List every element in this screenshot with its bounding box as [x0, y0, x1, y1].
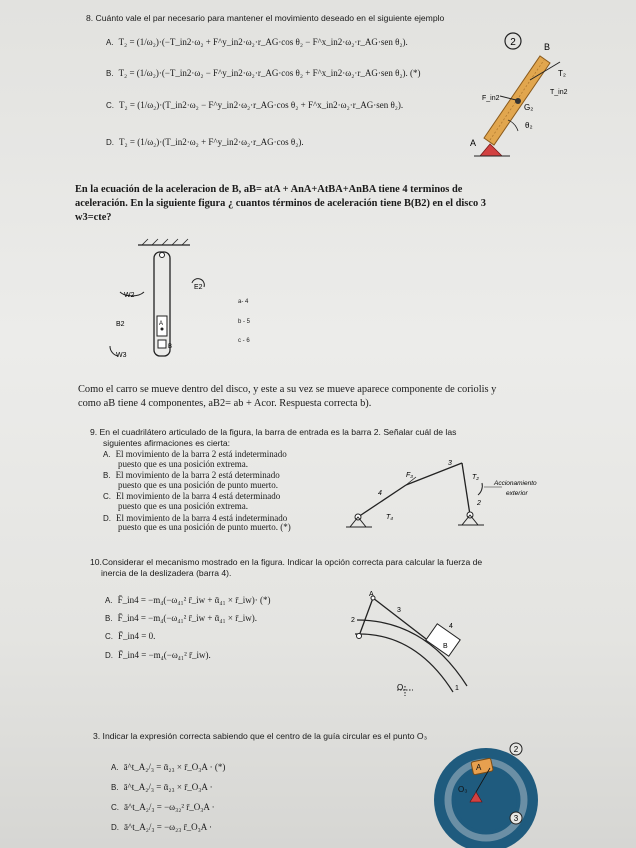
q9-title-line-1: 9. En el cuadrilátero articulado de la figura, la barra de entrada es la barra 2. Señalar cuál de las	[90, 427, 457, 437]
q8-option-c	[106, 99, 403, 112]
q9-option-b-line-2: puesto que es una posición de punto muerto.	[118, 479, 278, 490]
accel-fig-b2: B2	[116, 321, 125, 328]
q9-fig-bar-4	[358, 485, 406, 517]
q9-fig-2: 2	[477, 500, 481, 507]
q8-fig-support	[480, 144, 502, 156]
q9-option-b-label: B.	[103, 471, 111, 481]
q3-fig-a: A	[476, 763, 482, 772]
q8-fig-t2: T₂	[558, 69, 566, 78]
q3-fig-2: 2	[513, 745, 519, 754]
q9-fig-t4: T₄	[386, 514, 394, 521]
q9-fig-bar-2	[462, 463, 470, 515]
q3-title: 3. Indicar la expresión correcta sabiendo que el centro de la guía circular es el punto O₃	[93, 731, 428, 741]
q9-fig-right-support	[458, 512, 484, 525]
accel-fig-a: A	[159, 321, 164, 327]
q8-fig-a: A	[470, 138, 477, 148]
q8-fig-circle-label: 2	[510, 37, 516, 48]
q9-fig-4: 4	[378, 490, 382, 497]
q3-option-b-expr: ā^t_A₂/₃ = ᾱ₂₃ × r̄_O₃A ·	[123, 782, 213, 792]
q9-fig-t2: T₂	[472, 474, 479, 481]
q10-option-d-label: D.	[105, 651, 113, 660]
q3-fig-o3: O₃	[458, 785, 468, 794]
accel-fig-top-pin	[160, 253, 165, 258]
accel-line-3: w3=cte?	[75, 212, 112, 223]
q8-option-b-expr: T₂ = (1/ω₂)·(−T_in2·ω₂ − F^y_in2·ω₂·r_AG·cos θ₂ + F^x_in2·ω₂·r_AG·sen θ₂). (*)	[118, 68, 421, 78]
q9-option-d-line-2: puesto que es una posición de punto muerto. (*)	[118, 522, 291, 533]
accel-fig-e2: E2	[194, 284, 203, 291]
q10-fig-a: A	[369, 591, 374, 598]
q9-option-a-label: A.	[103, 450, 111, 459]
q3-fig-inner	[455, 769, 517, 831]
q9-options	[103, 450, 291, 533]
q3-figure	[432, 740, 532, 848]
accel-option-c: c - 6	[238, 338, 250, 344]
accel-option-b: b - 5	[238, 319, 251, 325]
q8-option-c-expr: T₂ = (1/ω₂)·(T_in2·ω₂ − F^y_in2·ω₂·r_AG·cos θ₂ + F^x_in2·ω₂·r_AG·sen θ₂).	[119, 100, 404, 110]
q8-fig-g2: G₂	[524, 103, 534, 112]
q8-title: 8. Cuánto vale el par necesario para mantener el movimiento deseado en el siguiente ejemplo	[86, 13, 445, 23]
q10-fig-b: B	[443, 643, 448, 650]
q8-option-d-expr: T₂ = (1/ω₂)·(T_in2·ω₂ + F^y_in2·ω₂·r_AG·cos θ₂).	[119, 137, 304, 147]
accel-fig-w2: W2	[124, 292, 135, 299]
q10-fig-pin-2	[357, 634, 362, 639]
q9-option-a-line-1: El movimiento de la barra 2 está indeterminado	[115, 449, 287, 459]
accel-fig-w3: W3	[116, 352, 127, 359]
q8-option-c-label: C.	[106, 101, 114, 110]
q3-option-c	[111, 801, 215, 814]
q10-title-line-1: 10.Considerar el mecanismo mostrado en la figura. Indicar la opción correcta para calcular la fuerza de	[90, 557, 483, 567]
q10-option-a-expr: F̄_in4 = −m₄(−ω₄₁² r̄_iw + ᾱ₄₁ × r̄_iw)· (*)	[117, 595, 271, 605]
q10-option-c-label: C.	[105, 632, 113, 641]
q10-fig-bar-2	[359, 598, 373, 636]
q10-option-d-expr: F̄_in4 = −m₄(−ω₄₁² r̄_iw).	[118, 650, 211, 660]
q9-option-b-line-1: El movimiento de la barra 2 está determinado	[115, 470, 280, 481]
q3-option-d-expr: ā^t_A₂/₃ = −ω₂₃ r̄_O₃A ·	[124, 822, 212, 832]
q8-figure	[470, 28, 580, 163]
accel-line-2: aceleración. En la siguiente figura ¿ cuantos términos de aceleración tiene B(B2) en el disco 3	[75, 198, 486, 209]
q9-figure	[344, 455, 554, 535]
q9-option-c-label: C.	[103, 492, 111, 502]
q10-option-b	[105, 612, 257, 625]
q9-fig-accionamiento-2: exterior	[506, 490, 528, 497]
q8-option-a-expr: T₂ = (1/ω₂)·(−T_in2·ω₂ + F^y_in2·ω₂·r_AG·cos θ₂ − F^x_in2·ω₂·r_AG·sen θ₂).	[118, 37, 408, 47]
q3-option-b	[111, 781, 213, 794]
accel-figure	[108, 240, 228, 365]
accel-option-a: a- 4	[238, 299, 249, 305]
q10-fig-3: 3	[397, 607, 401, 614]
q10-option-c	[105, 630, 155, 643]
q10-option-a-label: A.	[105, 596, 113, 605]
q8-option-a-label: A.	[106, 38, 114, 47]
q8-fig-fin2: F_in2	[482, 95, 500, 102]
q9-option-a	[103, 450, 291, 469]
q3-option-c-expr: ā^t_A₂/₃ = −ω₃₂² r̄_O₃A ·	[124, 802, 215, 812]
q9-title-line-2: siguientes afirmaciones es cierta:	[103, 438, 231, 448]
q8-option-d-label: D.	[106, 138, 114, 147]
q3-option-d	[111, 821, 212, 834]
q3-option-b-label: B.	[111, 783, 119, 792]
q8-fig-g2-point	[515, 98, 521, 104]
q9-fig-bar-3	[406, 463, 462, 485]
q8-option-a	[106, 36, 408, 49]
accel-fig-pin-a	[161, 328, 164, 331]
q9-title	[90, 427, 456, 449]
q10-figure	[345, 590, 485, 700]
q9-option-d	[103, 514, 291, 533]
q10-fig-1: 1	[455, 685, 459, 692]
q10-title	[90, 557, 482, 579]
q10-option-b-label: B.	[105, 614, 113, 623]
q10-option-b-expr: F̄_in4 = −m₄(−ω₄₁² r̄_iw + ᾱ₄₁ × r̄_iw).	[117, 613, 257, 623]
q8-option-d	[106, 136, 304, 149]
q10-option-c-expr: F̄_in4 = 0.	[118, 631, 156, 641]
accel-question	[75, 183, 486, 225]
q8-fig-tin2: T_in2	[550, 89, 568, 96]
q9-option-d-label: D.	[103, 513, 111, 523]
q9-fig-t2-arc	[478, 483, 482, 495]
q3-option-a-expr: ā^t_A₂/₃ = ᾱ₂₃ × r̄_O₃A · (*)	[123, 762, 226, 772]
q8-option-b	[106, 67, 421, 80]
accel-fig-block-b	[158, 340, 166, 348]
q10-title-line-2: inercia de la deslizadera (barra 4).	[101, 568, 232, 578]
q3-option-a-label: A.	[111, 763, 119, 772]
q10-fig-4: 4	[449, 623, 453, 630]
accel-answer-line-2: como aB tiene 4 componentes, aB2= ab + Acor. Respuesta correcta b).	[78, 398, 372, 409]
q3-option-d-label: D.	[111, 823, 119, 832]
accel-fig-b: B	[168, 344, 173, 350]
q10-fig-slider-4	[426, 624, 460, 656]
q9-fig-f3: F₃	[406, 472, 414, 479]
q8-option-b-label: B.	[106, 69, 114, 78]
accel-answer	[78, 383, 496, 411]
q9-fig-left-support	[346, 514, 372, 527]
q8-fig-b: B	[544, 42, 551, 52]
q9-option-d-line-1: El movimiento de la barra 4 está indeterminado	[116, 512, 288, 523]
q9-fig-accionamiento-1: Accionamiento	[494, 480, 537, 487]
q9-option-a-line-2: puesto que es una posición extrema.	[118, 458, 248, 469]
accel-answer-line-1: Como el carro se mueve dentro del disco, y este a su vez se mueve aparece componente de coriolis y	[78, 384, 497, 395]
q10-option-a	[105, 594, 270, 607]
q10-fig-2: 2	[351, 617, 355, 624]
q8-fig-theta2: θ₂	[525, 121, 533, 130]
q3-fig-3: 3	[513, 814, 519, 823]
q10-fig-o: O	[397, 683, 404, 692]
accel-line-1: En la ecuación de la aceleracion de B, aB= atA + AnA+AtBA+AnBA tiene 4 terminos de	[75, 184, 463, 195]
q9-option-b	[103, 471, 291, 490]
q9-option-c	[103, 492, 291, 511]
q9-fig-3: 3	[448, 460, 452, 467]
q9-option-c-line-2: puesto que es una posición extrema.	[118, 500, 248, 511]
q3-option-a	[111, 761, 225, 774]
q9-option-c-line-1: El movimiento de la barra 4 está determinado	[116, 491, 281, 502]
q10-option-d	[105, 649, 211, 662]
q3-option-c-label: C.	[111, 803, 119, 812]
